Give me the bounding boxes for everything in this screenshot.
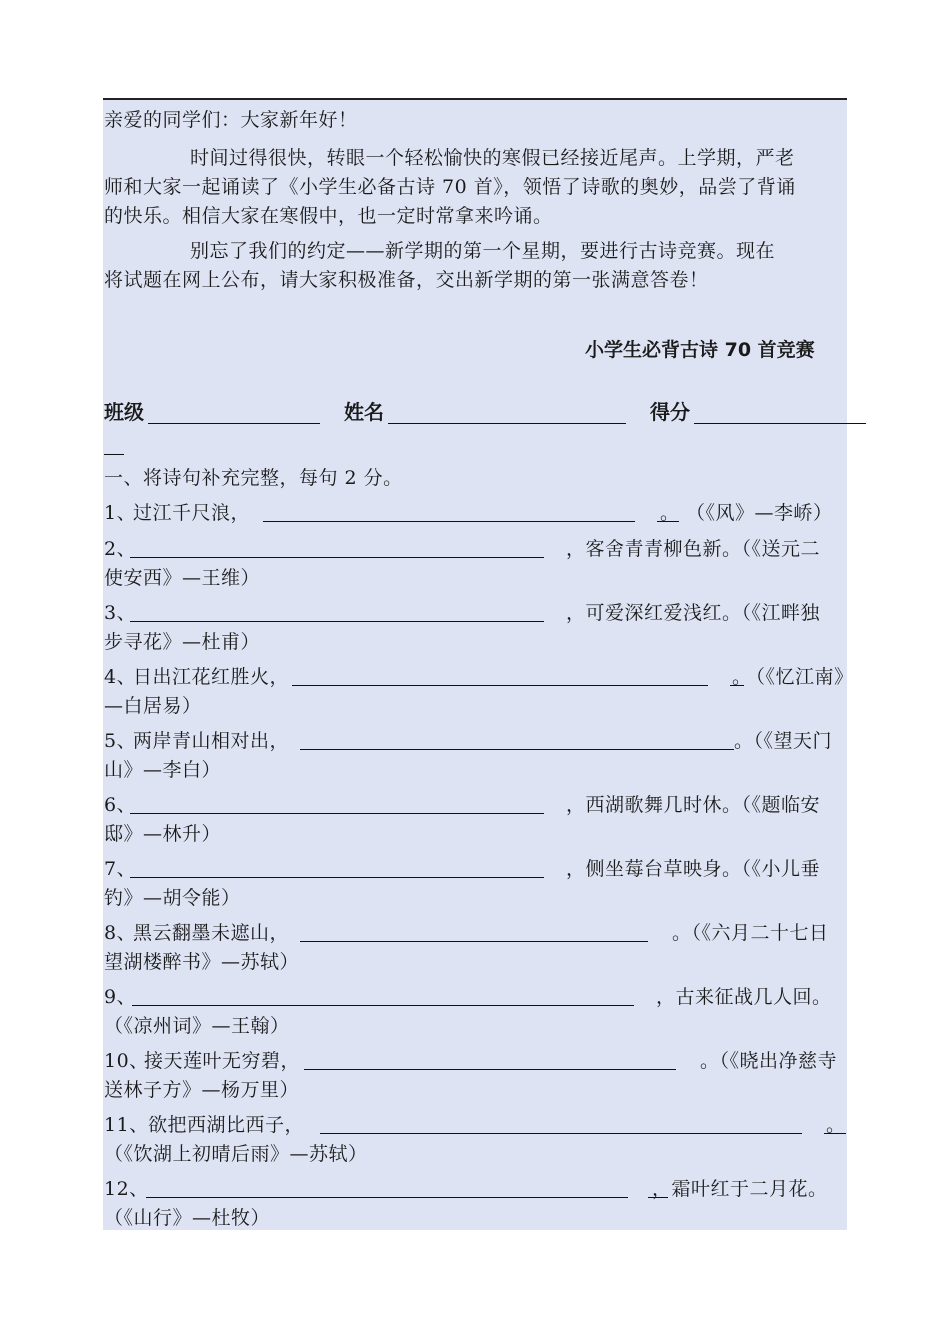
q3-suffix: ，可爱深红爱浅红。（《江畔独 (566, 602, 821, 624)
q10-source: 送林子方》—杨万里） (104, 1079, 300, 1101)
q1-suffix: 。 (660, 502, 680, 524)
score-blank[interactable] (694, 423, 866, 424)
intro-para1-line1: 时间过得很快，转眼一个轻松愉快的寒假已经接近尾声。上学期，严老 (190, 147, 795, 169)
q5-source: 山》—李白） (104, 759, 222, 781)
name-blank[interactable] (388, 423, 626, 424)
q2-number: 2、 (104, 538, 137, 560)
q4-period-underline (730, 685, 744, 686)
q8-prefix: 黑云翻墨未遮山， (133, 922, 290, 944)
q1-number: 1、 (104, 502, 137, 524)
q12-answer-blank[interactable] (146, 1197, 628, 1198)
contest-title: 小学生必背古诗 70 首竞赛 (585, 339, 815, 361)
q11-prefix: 欲把西湖比西子， (148, 1114, 305, 1136)
q11-number: 11、 (104, 1114, 149, 1136)
class-blank[interactable] (148, 423, 320, 424)
q2-answer-blank[interactable] (130, 557, 544, 558)
q6-source: 邸》—林升） (104, 823, 222, 845)
q4-suffix: 。 (732, 666, 752, 688)
q3-answer-blank[interactable] (130, 621, 544, 622)
q10-number: 10、 (104, 1050, 149, 1072)
q11-source: （《饮湖上初晴后雨》—苏轼） (104, 1143, 368, 1165)
q8-number: 8、 (104, 922, 137, 944)
q4-source: —白居易） (104, 695, 202, 717)
intro-para1-line2: 师和大家一起诵读了《小学生必备古诗 70 首》，领悟了诗歌的奥妙，品尝了背诵 (104, 176, 796, 198)
q5-prefix: 两岸青山相对出， (133, 730, 290, 752)
q2-source: 使安西》—王维） (104, 567, 261, 589)
q3-source: 步寻花》—杜甫） (104, 631, 261, 653)
q3-number: 3、 (104, 602, 137, 624)
q1-prefix: 过江千尺浪， (133, 502, 251, 524)
q4-answer-blank[interactable] (292, 685, 708, 686)
q8-source: 望湖楼醉书》—苏轼） (104, 951, 300, 973)
q9-number: 9、 (104, 986, 137, 1008)
score-blank-wrap (104, 454, 124, 455)
q10-answer-blank[interactable] (304, 1069, 676, 1070)
class-label: 班级 (104, 400, 144, 424)
q5-answer-blank[interactable] (300, 749, 734, 750)
q12-suffix: ，霜叶红于二月花。 (652, 1178, 828, 1200)
q11-suffix: 。 (826, 1114, 846, 1136)
q6-number: 6、 (104, 794, 137, 816)
q5-number: 5、 (104, 730, 137, 752)
section1-heading: 一、将诗句补充完整，每句 2 分。 (104, 467, 403, 489)
q7-suffix: ，侧坐莓台草映身。（《小儿垂 (566, 858, 821, 880)
intro-para2-line2: 将试题在网上公布，请大家积极准备，交出新学期的第一张满意答卷！ (104, 269, 709, 291)
q4-source-start: （《忆江南》 (746, 666, 854, 688)
intro-para2-line1: 别忘了我们的约定——新学期的第一个星期，要进行古诗竞赛。现在 (190, 240, 776, 262)
q9-source: （《凉州词》—王翰） (104, 1015, 290, 1037)
q5-suffix: 。（《望天门 (734, 730, 833, 752)
name-label: 姓名 (344, 400, 384, 424)
score-label: 得分 (650, 400, 690, 424)
intro-para1-line3: 的快乐。相信大家在寒假中，也一定时常拿来吟诵。 (104, 205, 553, 227)
q2-suffix: ，客舍青青柳色新。（《送元二 (566, 538, 821, 560)
q7-answer-blank[interactable] (130, 877, 544, 878)
q11-period-underline (824, 1133, 846, 1134)
q12-number: 12、 (104, 1178, 149, 1200)
q8-answer-blank[interactable] (300, 941, 648, 942)
q10-suffix: 。（《晓出净慈寺 (700, 1050, 838, 1072)
q7-source: 钓》—胡令能） (104, 887, 241, 909)
q11-answer-blank[interactable] (320, 1133, 802, 1134)
q1-source: （《风》—李峤） (686, 502, 833, 524)
q1-answer-blank[interactable] (263, 521, 635, 522)
q10-prefix: 接天莲叶无穷碧， (144, 1050, 301, 1072)
q6-suffix: ，西湖歌舞几时休。（《题临安 (566, 794, 821, 816)
q9-suffix: ，古来征战几人回。 (656, 986, 832, 1008)
q12-source: （《山行》—杜牧） (104, 1207, 271, 1229)
q1-period-underline (657, 521, 679, 522)
q4-prefix: 日出江花红胜火， (133, 666, 290, 688)
greeting: 亲爱的同学们：大家新年好！ (104, 109, 358, 131)
q4-number: 4、 (104, 666, 137, 688)
q7-number: 7、 (104, 858, 137, 880)
q9-answer-blank[interactable] (132, 1005, 634, 1006)
q8-suffix: 。（《六月二十七日 (672, 922, 829, 944)
q6-answer-blank[interactable] (130, 813, 544, 814)
